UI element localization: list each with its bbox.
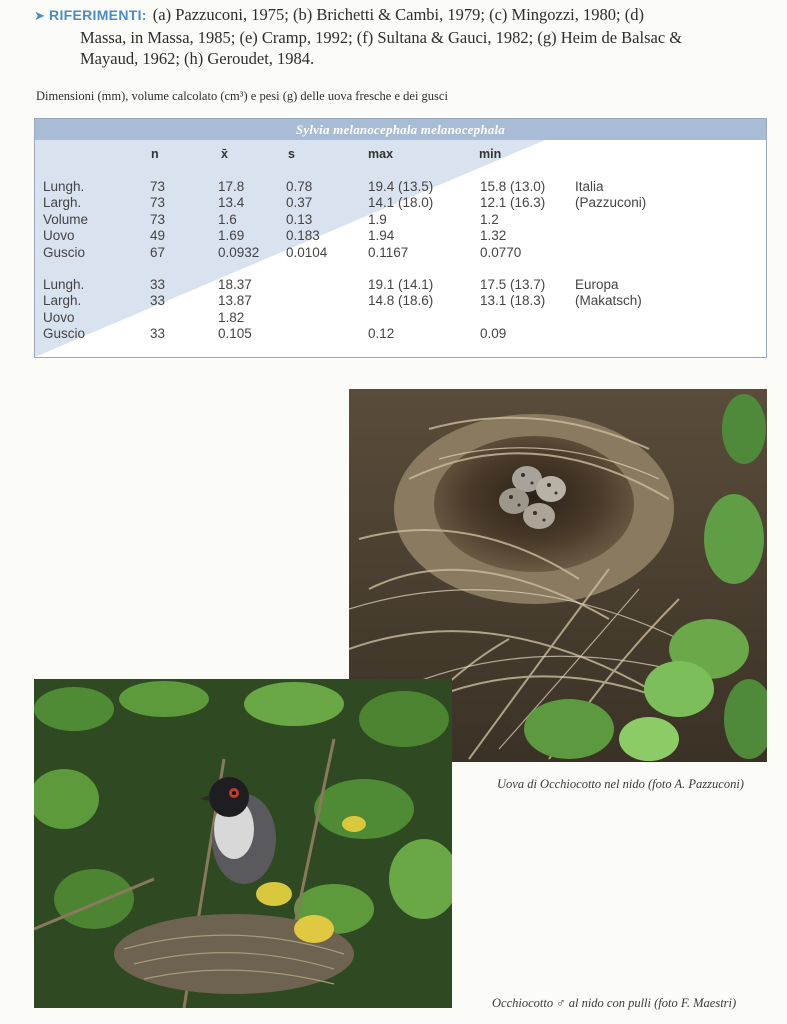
table-cell: 14.1 (18.0): [368, 195, 434, 211]
column-header: max: [368, 147, 394, 161]
source-label: (Makatsch): [575, 293, 642, 309]
table-cell: 0.1167: [368, 244, 409, 260]
table-cell: 33: [150, 277, 166, 292]
column-header: x̄: [221, 147, 228, 161]
references-line-2: Massa, in Massa, 1985; (e) Cramp, 1992; (f) Sultana & Gauci, 1982; (g) Heim de Balsac &: [80, 28, 683, 47]
table-cell: 13.87: [218, 293, 252, 309]
row-label: Guscio: [43, 244, 86, 260]
row-label: Uovo: [43, 309, 75, 325]
table-cell: 19.1 (14.1): [368, 277, 434, 292]
source-label: Italia: [575, 179, 604, 194]
table-cell: 0.105: [218, 326, 252, 342]
table-cell: 18.37: [218, 277, 252, 292]
table-cell: 12.1 (16.3): [480, 195, 546, 211]
table-cell: 13.4: [218, 195, 245, 211]
table-cell: 33: [150, 326, 166, 342]
table-cell: 49: [150, 228, 166, 244]
bird-photo-caption: Occhiocotto ♂ al nido con pulli (foto F. Maestri): [492, 996, 737, 1010]
source-label: Europa: [575, 277, 619, 292]
column-header: n: [151, 147, 159, 161]
warbler-at-nest-photo: [34, 679, 452, 1008]
table-cell: 1.32: [480, 228, 507, 244]
arrow-icon: ➤: [34, 9, 45, 24]
column-header: min: [479, 147, 502, 161]
references-label: RIFERIMENTI:: [49, 7, 147, 23]
table-cell: 67: [150, 244, 166, 260]
row-label: Uovo: [43, 228, 75, 244]
table-cell: 0.0932: [218, 244, 260, 260]
table-cell: 1.94: [368, 228, 395, 244]
column-header: s: [288, 147, 295, 161]
table-cell: 0.183: [286, 228, 320, 244]
table-cell: 73: [150, 179, 166, 194]
table-cell: 1.69: [218, 228, 245, 244]
table-cell: 0.12: [368, 326, 395, 342]
references-line-3: Mayaud, 1962; (h) Geroudet, 1984.: [80, 49, 315, 68]
table-cell: 0.0770: [480, 244, 522, 260]
table-cell: 1.2: [480, 211, 499, 227]
table-cell: 1.9: [368, 211, 387, 227]
row-label: Lungh.: [43, 277, 85, 292]
table-cell: 17.8: [218, 179, 245, 194]
table-cell: 0.09: [480, 326, 507, 342]
row-label: Lungh.: [43, 179, 85, 194]
egg-dimensions-table: [34, 118, 767, 358]
row-label: Guscio: [43, 326, 86, 342]
table-cell: 1.82: [218, 309, 245, 325]
table-caption: Dimensioni (mm), volume calcolato (cm³) e pesi (g) delle uova fresche e dei gusci: [36, 89, 448, 103]
table-cell: 73: [150, 211, 166, 227]
row-label: Volume: [43, 211, 89, 227]
row-label: Largh.: [43, 195, 82, 211]
table-cell: 17.5 (13.7): [480, 277, 546, 292]
table-cell: 0.13: [286, 211, 313, 227]
table-cell: 13.1 (18.3): [480, 293, 546, 309]
table-cell: 14.8 (18.6): [368, 293, 434, 309]
table-title: Sylvia melanocephala melanocephala: [35, 119, 766, 140]
references-line-1: [34, 4, 769, 27]
table-cell: 73: [150, 195, 166, 211]
row-label: Largh.: [43, 293, 82, 309]
table-cell: 33: [150, 293, 166, 309]
table-cell: 1.6: [218, 211, 237, 227]
references-text-1: (a) Pazzuconi, 1975; (b) Brichetti & Cambi, 1979; (c) Mingozzi, 1980; (d): [152, 5, 644, 24]
table-cell: 19.4 (13.5): [368, 179, 434, 194]
table-cell: 15.8 (13.0): [480, 179, 546, 194]
table-cell: 0.78: [286, 179, 313, 194]
table-background-tint: [35, 119, 766, 357]
nest-photo-caption: Uova di Occhiocotto nel nido (foto A. Pazzuconi): [497, 777, 744, 791]
table-cell: 0.37: [286, 195, 313, 211]
references: [34, 4, 769, 69]
source-label: (Pazzuconi): [575, 195, 647, 211]
table-cell: 0.0104: [286, 244, 328, 260]
